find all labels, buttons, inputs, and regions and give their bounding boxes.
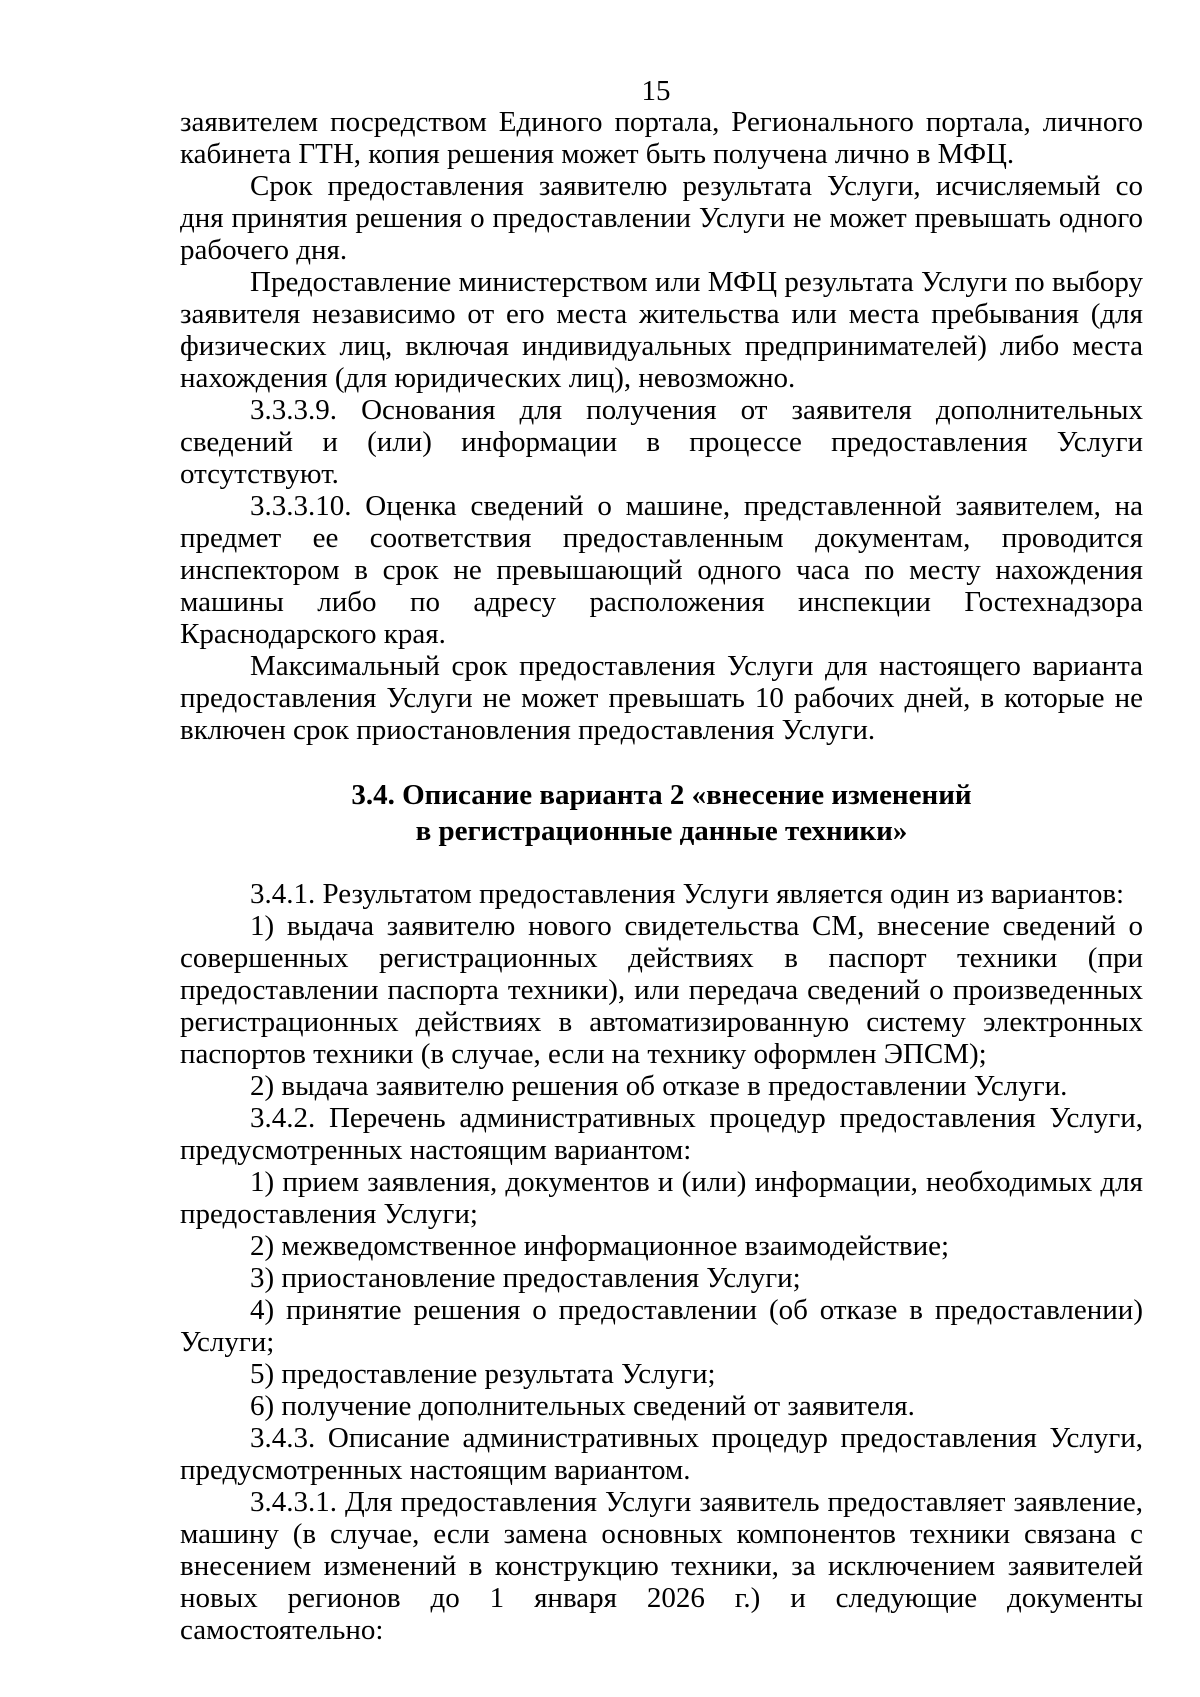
list-item-procedure-4: 4) принятие решения о предоставлении (об отказе в предоставлении) Услуги; bbox=[180, 1294, 1143, 1358]
paragraph-max-term: Максимальный срок предоставления Услуги для настоящего варианта предоставления Услуги не может превышать 10 рабочих дней, в которые не включен срок приостановления предоставления Услуги. bbox=[180, 650, 1143, 746]
paragraph-extraterritorial: Предоставление министерством или МФЦ результата Услуги по выбору заявителя независимо от его места жительства или места пребывания (для физических лиц, включая индивидуальных предпринимателей) либо места нахождения (для юридических лиц), невозможно. bbox=[180, 266, 1143, 394]
list-item-procedure-1: 1) прием заявления, документов и (или) информации, необходимых для предоставления Услуги; bbox=[180, 1166, 1143, 1230]
document-body bbox=[180, 106, 1143, 1646]
paragraph-continuation: заявителем посредством Единого портала, Регионального портала, личного кабинета ГТН, копия решения может быть получена лично в МФЦ. bbox=[180, 106, 1143, 170]
list-item-result-1: 1) выдача заявителю нового свидетельства СМ, внесение сведений о совершенных регистрационных действиях в паспорт техники (при предоставлении паспорта техники), или передача сведений о произведенных регистрационных действиях в автоматизированную систему электронных паспортов техники (в случае, если на технику оформлен ЭПСМ); bbox=[180, 910, 1143, 1070]
list-item-procedure-2: 2) межведомственное информационное взаимодействие; bbox=[250, 1230, 950, 1262]
paragraph-3-3-3-10: 3.3.3.10. Оценка сведений о машине, представленной заявителем, на предмет ее соответствия предоставленным документам, проводится инспектором в срок не превышающий одного часа по месту нахождения машины либо по адресу расположения инспекции Гостехнадзора Краснодарского края. bbox=[180, 490, 1143, 650]
list-item-procedure-3: 3) приостановление предоставления Услуги; bbox=[250, 1262, 801, 1294]
paragraph-3-4-3-1: 3.4.3.1. Для предоставления Услуги заявитель предоставляет заявление, машину (в случае, если замена основных компонентов техники связана с внесением изменений в конструкцию техники, за исключением заявителей новых регионов до 1 января 2026 г.) и следующие документы самостоятельно: bbox=[180, 1486, 1143, 1646]
paragraph-3-4-2: 3.4.2. Перечень административных процедур предоставления Услуги, предусмотренных настоящим вариантом: bbox=[180, 1102, 1143, 1166]
section-heading-line-1: 3.4. Описание варианта 2 «внесение изменений bbox=[351, 779, 972, 811]
paragraph-3-4-3: 3.4.3. Описание административных процедур предоставления Услуги, предусмотренных настоящим вариантом. bbox=[180, 1422, 1143, 1486]
paragraph-result-deadline: Срок предоставления заявителю результата Услуги, исчисляемый со дня принятия решения о предоставлении Услуги не может превышать одного рабочего дня. bbox=[180, 170, 1143, 266]
paragraph-3-3-3-9: 3.3.3.9. Основания для получения от заявителя дополнительных сведений и (или) информации в процессе предоставления Услуги отсутствуют. bbox=[180, 394, 1143, 490]
section-heading-line-2: в регистрационные данные техники» bbox=[415, 815, 908, 847]
page-number: 15 bbox=[641, 75, 671, 107]
list-item-procedure-5: 5) предоставление результата Услуги; bbox=[250, 1358, 716, 1390]
list-item-procedure-6: 6) получение дополнительных сведений от заявителя. bbox=[250, 1390, 915, 1422]
paragraph-3-4-1: 3.4.1. Результатом предоставления Услуги является один из вариантов: bbox=[250, 878, 1125, 910]
list-item-result-2: 2) выдача заявителю решения об отказе в предоставлении Услуги. bbox=[250, 1070, 1068, 1102]
section-heading-3-4 bbox=[180, 777, 1143, 849]
